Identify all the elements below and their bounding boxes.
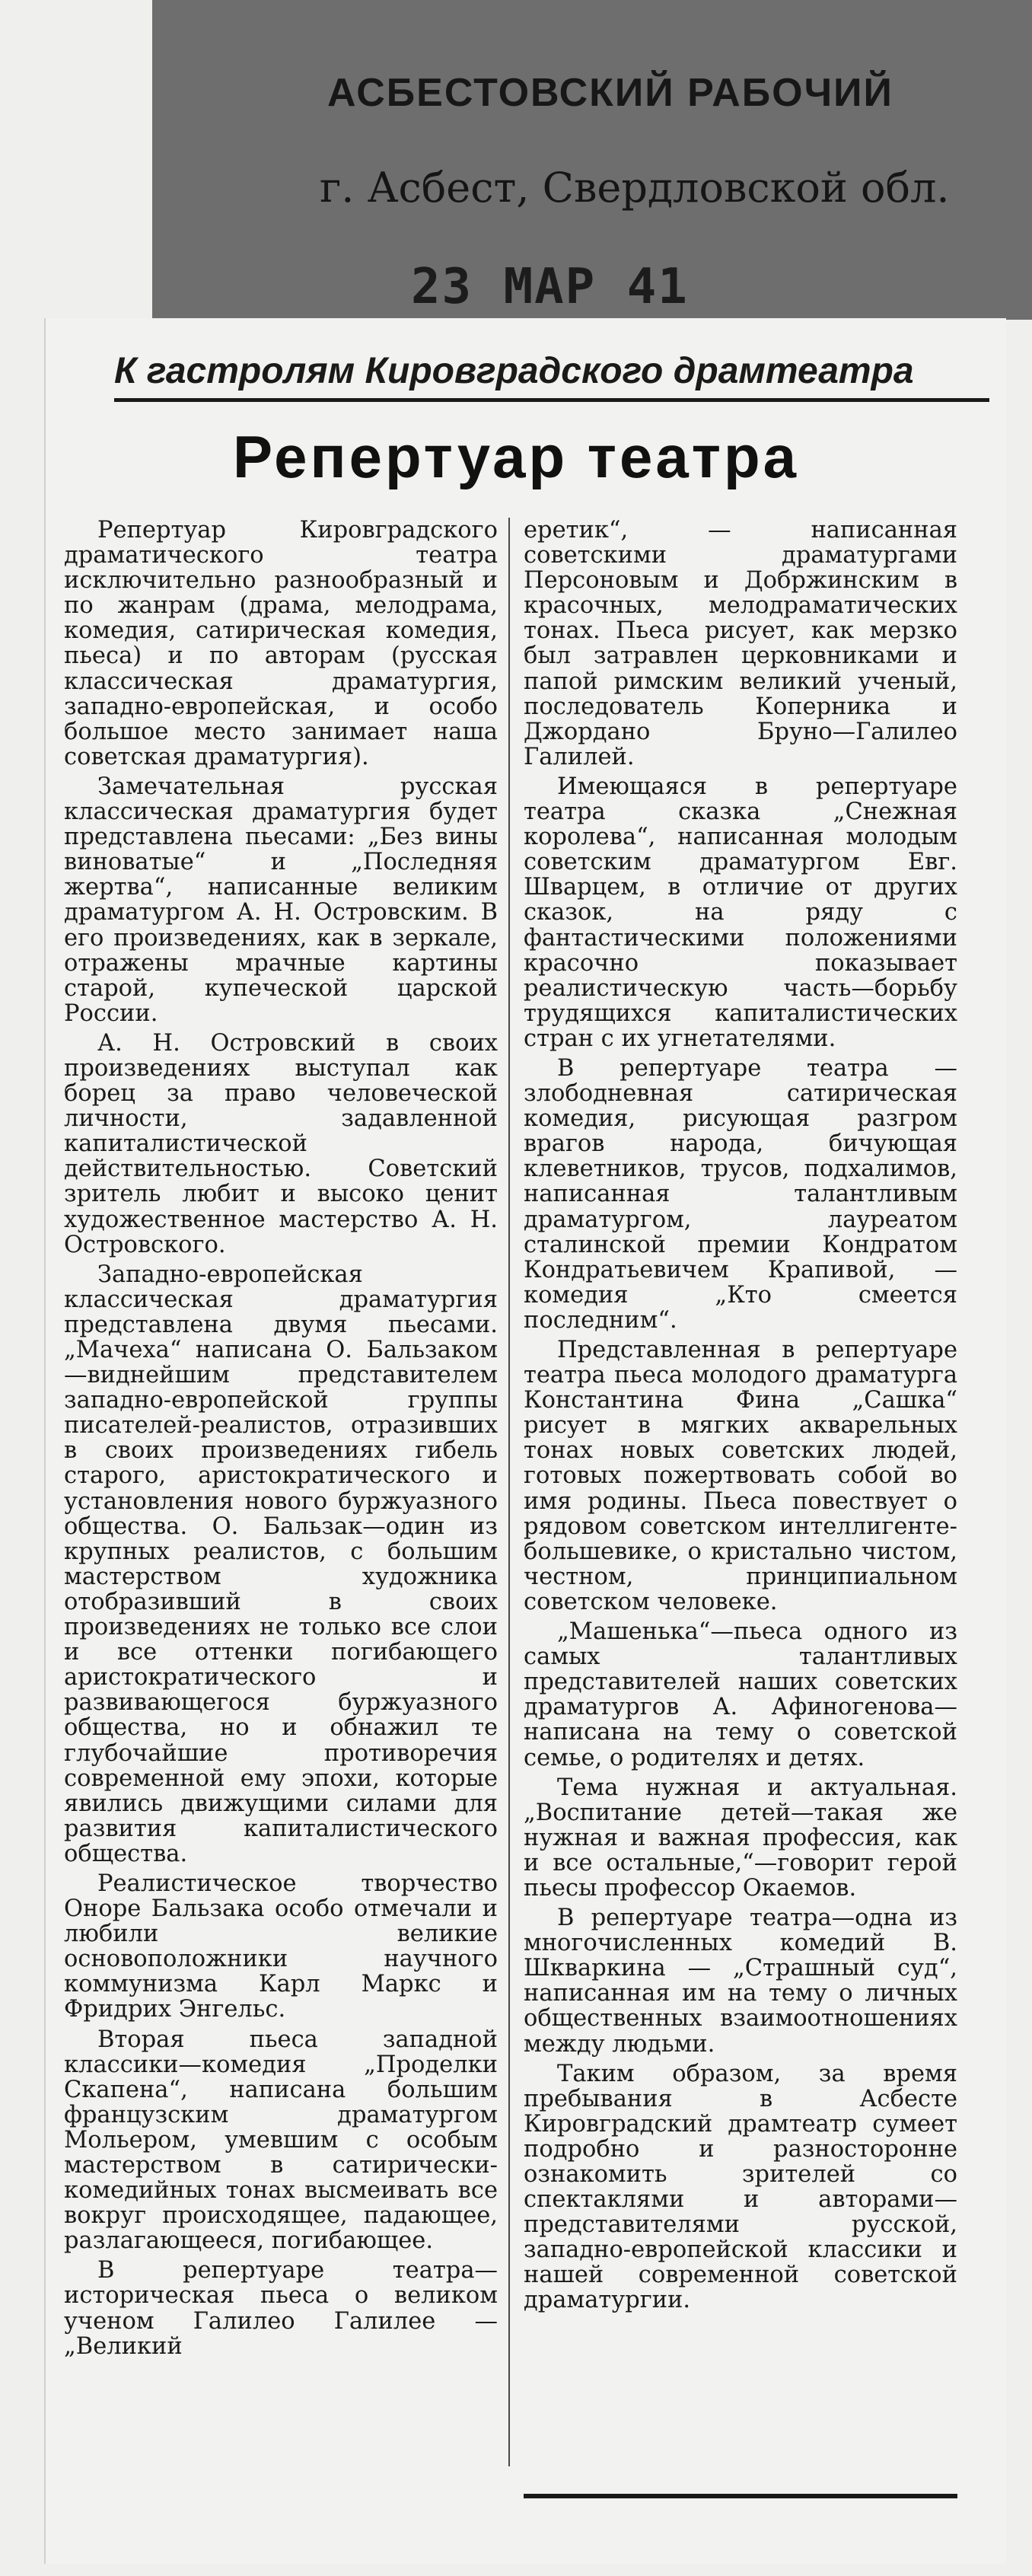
paragraph: Реалистическое творчество Оноре Бальзака особо отмечали и любили великие основоположники научного коммунизма Карл Маркс и Фридрих Энгельс. [64, 1870, 498, 2023]
paragraph: Вторая пьеса западной классики—комедия „Проделки Скапена“, написана большим французским драматургом Мольером, умевшим с особым мастерством в сатирически-комедийных тонах высмеивать все вокруг происходящее, падающее, разлагающееся, погибающее. [64, 2026, 498, 2255]
newspaper-location: г. Асбест, Свердловской обл. [320, 164, 950, 212]
article-end-rule [524, 2494, 957, 2498]
paragraph: А. Н. Островский в своих произведениях выступал как борец за право человеческой личности, задавленной капиталистической действительностью. Советский зритель любит и высоко ценит художественное мастерство А. Н. Островского. [64, 1029, 498, 1258]
paragraph: Представленная в репертуаре театра пьеса молодого драматурга Константина Фина „Сашка“ рисует в мягких акварельных тонах новых советских людей, готовых пожертвовать собой во имя родины. Пьеса повествует о рядовом советском интеллигенте-большевике, о кристально чистом, честном, принципиальном советском человеке. [524, 1337, 957, 1615]
paragraph: Тема нужная и актуальная. „Воспитание детей—такая же нужная и важная профессия, как и все остальные,“—говорит герой пьесы профессор Окаемов. [524, 1774, 957, 1902]
article-right-column [524, 518, 957, 2318]
paragraph: Западно-европейская классическая драматургия представлена двумя пьесами. „Мачеха“ написана О. Бальзаком—виднейшим представителем западно-европейской группы писателей-реалистов, отразивших в своих произведениях гибель старого, аристократического и установления нового буржуазного общества. О. Бальзак—один из крупных реалистов, с большим мастерством художника отобразивший в своих произведениях не только все слои и все оттенки погибающего аристократического и развивающегося буржуазного общества, но и обнажил те глубочайшие противоречия современной ему эпохи, которые явились движущими силами для развития капиталистического общества. [64, 1261, 498, 1867]
article-title: Репертуар театра [233, 423, 799, 490]
paragraph: В репертуаре театра — злободневная сатирическая комедия, рисующая разгром врагов народа, бичующая клеветников, трусов, подхалимов, написанная талантливым драматургом, лауреатом сталинской премии Кондратом Кондратьевичем Крапивой, — комедия „Кто смеется последним“. [524, 1054, 957, 1334]
paragraph: В репертуаре театра—одна из многочисленных комедий В. Шкваркина — „Страшный суд“, написанная им на тему о личных общественных взаимоотношениях между людьми. [524, 1905, 957, 2058]
paragraph: Таким образом, за время пребывания в Асбесте Кировградский драмтеатр сумеет подробно и разносторонне ознакомить зрителей со спектаклями и авторами—представителями русской, западно-европейской классики и нашей современной советской драматургии. [524, 2060, 957, 2314]
paragraph: В репертуаре театра—историческая пьеса о великом ученом Галилео Галилее — „Великий [64, 2257, 498, 2360]
paragraph: еретик“, — написанная советскими драматургами Персоновым и Добржинским в красочных, мелодраматических тонах. Пьеса рисует, как мерзко был затравлен церковниками и папой римским великий ученый, последователь Коперника и Джордано Бруно—Галилео Галилей. [524, 517, 957, 770]
column-divider [508, 518, 510, 2466]
stamp-date: 23 МАР 41 [411, 259, 689, 315]
paragraph: Имеющаяся в репертуаре театра сказка „Снежная королева“, написанная молодым советским драматургом Евг. Шварцем, в отличие от других сказок, на ряду с фантастическими положениями красочно показывает реалистическую часть—борьбу трудящихся капиталистических стран с их угнетателями. [524, 773, 957, 1052]
paragraph: „Машенька“—пьеса одного из самых талантливых представителей наших советских драматургов А. Афиногенова—написана на тему о советской семье, о родителях и детях. [524, 1618, 957, 1771]
newspaper-name: АСБЕСТОВСКИЙ РАБОЧИЙ [327, 71, 893, 115]
paragraph: Замечательная русская классическая драматургия будет представлена пьесами: „Без вины виноватые“ и „Последняя жертва“, написанные великим драматургом А. Н. Островским. В его произведениях, как в зеркале, отражены мрачные картины старой, купеческой царской России. [64, 773, 498, 1027]
article-rubric: К гастролям Кировградского драмтеатра [114, 350, 989, 402]
article-left-column [64, 518, 498, 2364]
paragraph: Репертуар Кировградского драматического театра исключительно разнообразный и по жанрам (драма, мелодрама, комедия, сатирическая комедия, пьеса) и по авторам (русская классическая драматургия, западно-европейская, и особо большое место занимает наша советская драматургия). [64, 517, 498, 770]
